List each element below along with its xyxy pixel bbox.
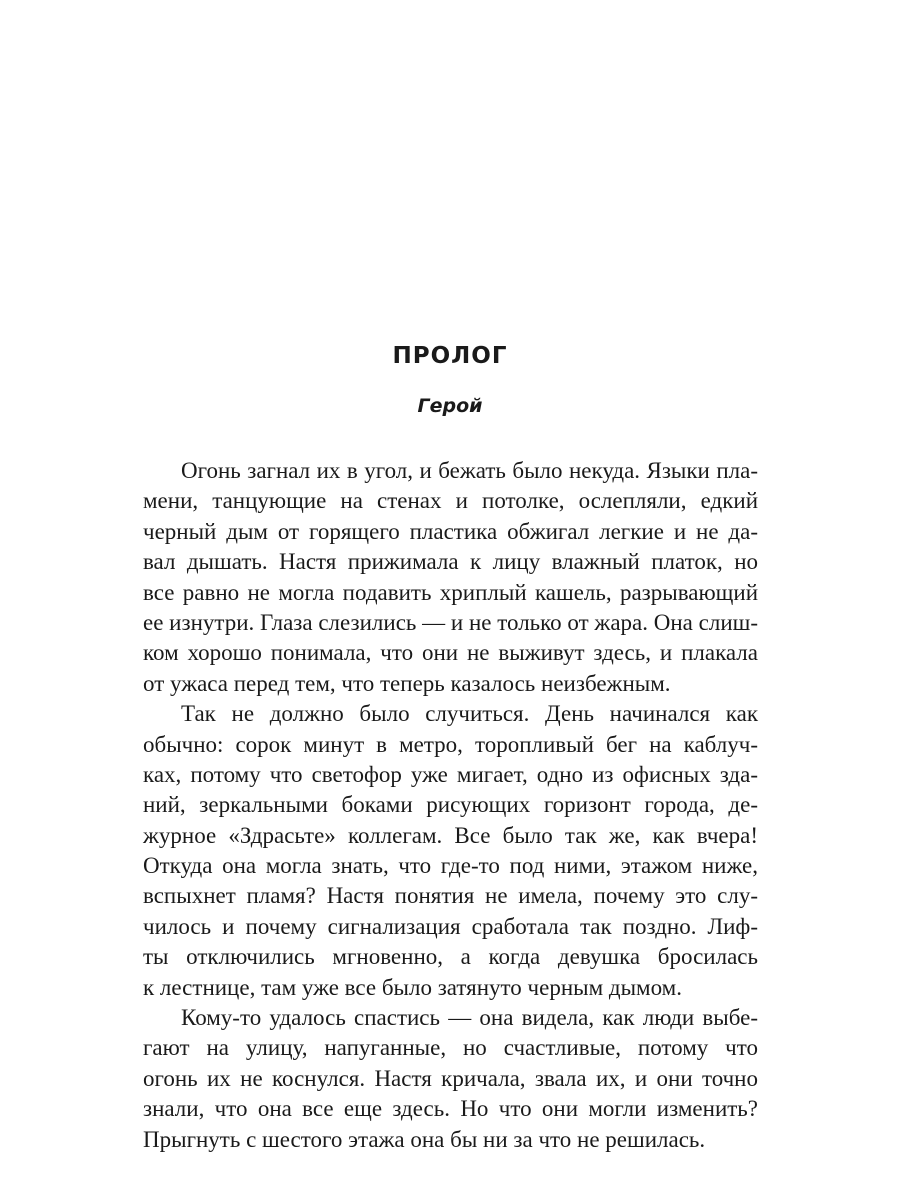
text-line: вспыхнет пламя? Настя понятия не имела, почему это слу- [143, 883, 758, 909]
text-line: мени, танцующие на стенах и потолке, ослепляли, едкий [143, 488, 758, 514]
text-line: от ужаса перед тем, что теперь казалось неизбежным. [143, 670, 671, 696]
text-line: ее изнутри. Глаза слезились — и не только от жара. Она слиш- [143, 609, 758, 635]
text-line: обычно: сорок минут в метро, торопливый бег на каблуч- [143, 731, 758, 757]
text-line: Огонь загнал их в угол, и бежать было некуда. Языки пла- [181, 458, 758, 483]
text-line: гают на улицу, напуганные, но счастливые, потому что [143, 1035, 758, 1061]
text-line: ках, потому что светофор уже мигает, одно из офисных зда- [143, 761, 758, 787]
text-line: к лестнице, там уже все было затянуто черным дымом. [143, 974, 682, 1000]
text-line: ты отключились мгновенно, а когда девушка бросилась [143, 944, 758, 970]
text-line: знали, что она все еще здесь. Но что они могли изменить? [143, 1096, 758, 1122]
text-line: ком хорошо понимала, что они не выживут здесь, и плакала [143, 640, 758, 666]
text-line: черный дым от горящего пластика обжигал легкие и не да- [143, 518, 758, 544]
text-line: чилось и почему сигнализация сработала так поздно. Лиф- [143, 913, 758, 939]
chapter-title: ПРОЛОГ [392, 343, 508, 369]
text-line: Откуда она могла знать, что где-то под ними, этажом ниже, [143, 853, 758, 879]
text-line: журное «Здрасьте» коллегам. Все было так же, как вчера! [143, 822, 758, 848]
text-line: огонь их не коснулся. Настя кричала, звала их, и они точно [143, 1065, 758, 1091]
text-line: Так не должно было случиться. День начинался как [181, 701, 758, 727]
text-line: вал дышать. Настя прижимала к лицу влажный платок, но [143, 549, 758, 575]
text-line: все равно не могла подавить хриплый кашель, разрывающий [143, 579, 758, 605]
text-line: ний, зеркальными боками рисующих горизонт города, де- [143, 792, 758, 818]
text-line: Кому-то удалось спастись — она видела, как люди выбе- [181, 1005, 758, 1031]
text-line: Прыгнуть с шестого этажа она бы ни за что не решилась. [143, 1126, 706, 1152]
body-text [143, 456, 758, 1155]
chapter-subtitle: Герой [417, 395, 483, 417]
